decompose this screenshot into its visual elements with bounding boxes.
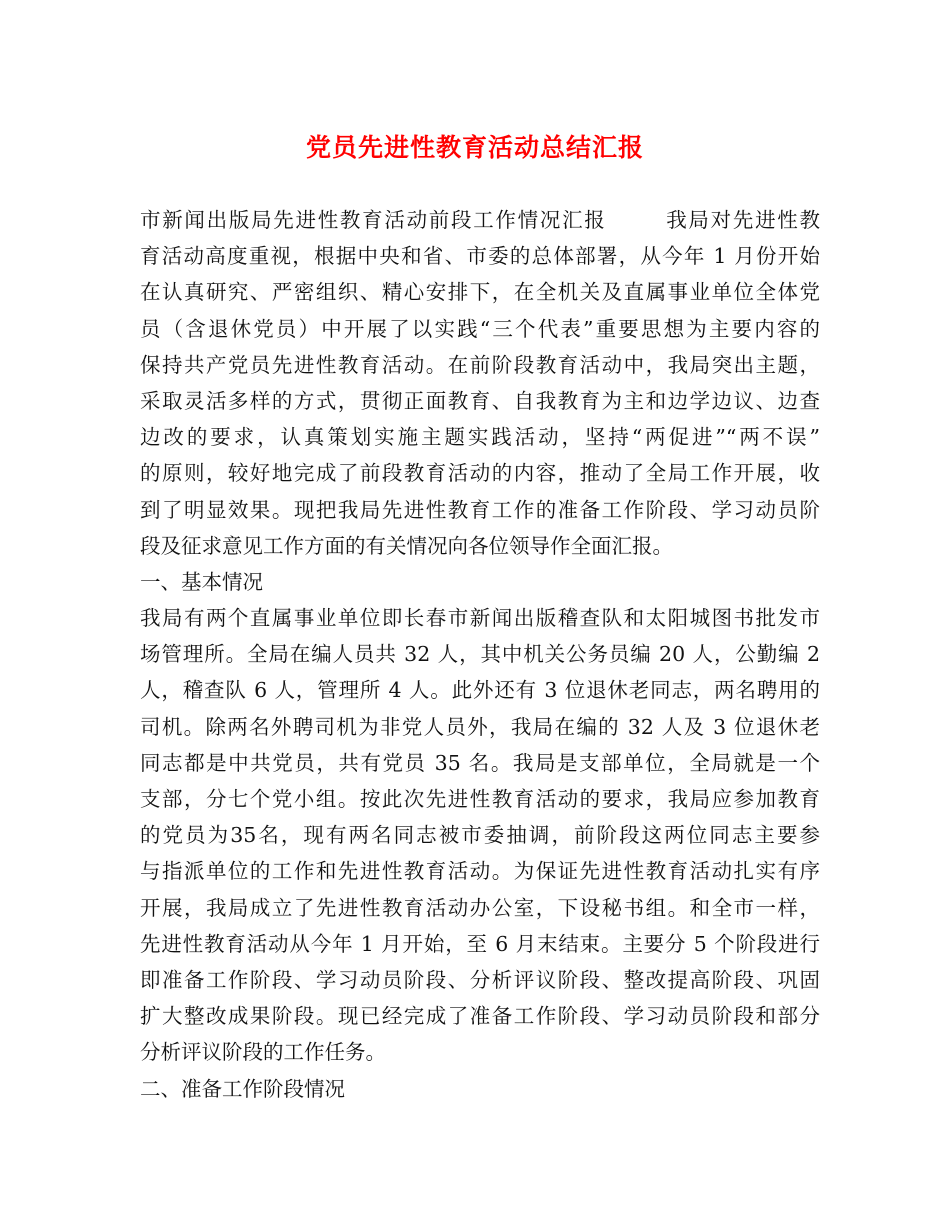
paragraph-2-line-3: 人，稽查队 6 人，管理所 4 人。此外还有 3 位退休老同志，两名聘用的 [140,678,820,703]
paragraph-2-line-13: 分析评议阶段的工作任务。 [140,1040,386,1065]
paragraph-2-line-10: 先进性教育活动从今年 1 月开始，至 6 月末结束。主要分 5 个阶段进行 [140,931,820,956]
paragraph-1-start-text: 我局对先进性教 [664,208,820,232]
paragraph-1-line-6: 采取灵活多样的方式，贯彻正面教育、自我教育为主和边学边议、边查 [140,388,820,413]
document-title: 党员先进性教育活动总结汇报 [305,133,644,162]
section-heading-basic-situation: 一、基本情况 [140,569,263,594]
paragraph-2-line-2: 场管理所。全局在编人员共 32 人，其中机关公务员编 20 人，公勤编 2 [140,642,820,667]
paragraph-1-line-8: 的原则，较好地完成了前段教育活动的内容，推动了全局工作开展，收 [140,461,820,486]
paragraph-1-line-4: 员（含退休党员）中开展了以实践“三个代表”重要思想为主要内容的 [140,316,820,341]
paragraph-2-line-6: 支部，分七个党小组。按此次先进性教育活动的要求，我局应参加教育 [140,787,820,811]
paragraph-2-line-5: 同志都是中共党员，共有党员 35 名。我局是支部单位，全局就是一个 [140,750,820,775]
paragraph-1-line-1 [140,202,820,238]
paragraph-2-line-12: 扩大整改成果阶段。现已经完成了准备工作阶段、学习动员阶段和部分 [140,1004,820,1029]
section-heading-preparation-stage: 二、准备工作阶段情况 [140,1076,345,1101]
paragraph-1-line-10: 段及征求意见工作方面的有关情况向各位领导作全面汇报。 [140,533,673,558]
report-subtitle-text: 市新闻出版局先进性教育活动前段工作情况汇报 [140,208,607,232]
paragraph-1-line-9: 到了明显效果。现把我局先进性教育工作的准备工作阶段、学习动员阶 [140,497,820,522]
paragraph-1-line-2: 育活动高度重视，根据中央和省、市委的总体部署，从今年 1 月份开始 [140,244,820,269]
paragraph-2-line-9: 开展，我局成立了先进性教育活动办公室，下设秘书组。和全市一样， [140,895,820,920]
paragraph-1-line-3: 在认真研究、严密组织、精心安排下，在全机关及直属事业单位全体党 [140,280,820,305]
paragraph-2-line-11: 即准备工作阶段、学习动员阶段、分析评议阶段、整改提高阶段、巩固 [140,967,820,992]
paragraph-2-line-4: 司机。除两名外聘司机为非党人员外，我局在编的 32 人及 3 位退休老 [140,714,820,739]
paragraph-2-line-1: 我局有两个直属事业单位即长春市新闻出版稽查队和太阳城图书批发市 [140,606,820,631]
paragraph-2-line-7: 的党员为35名，现有两名同志被市委抽调，前阶段这两位同志主要参 [140,823,820,848]
document-body [140,202,820,1107]
paragraph-1-line-5: 保持共产党员先进性教育活动。在前阶段教育活动中，我局突出主题， [140,352,820,377]
paragraph-1-line-7: 边改的要求，认真策划实施主题实践活动，坚持“两促进”“两不误” [140,425,820,450]
paragraph-2-line-8: 与指派单位的工作和先进性教育活动。为保证先进性教育活动扎实有序 [140,859,820,884]
